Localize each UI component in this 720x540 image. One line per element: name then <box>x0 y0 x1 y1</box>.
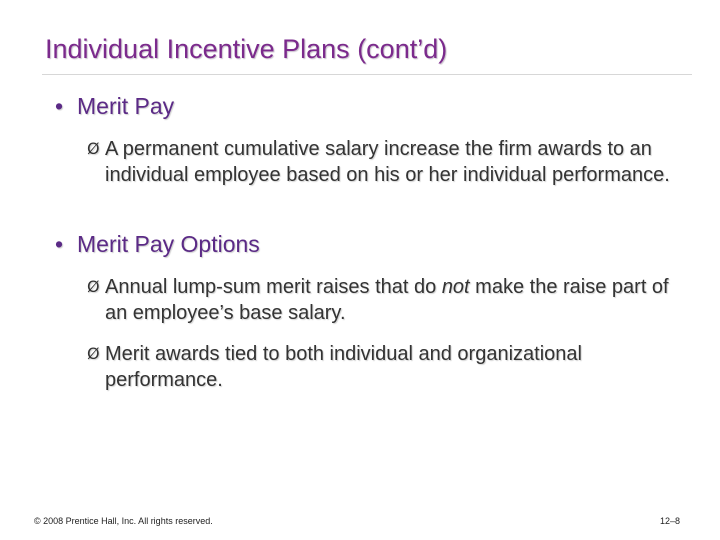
bullet-label: Merit Pay <box>77 93 175 119</box>
subitem-text-part: A permanent cumulative salary increase the firm awards to an individual employee based on his or her individual performance. <box>105 138 670 186</box>
arrow-bullet-icon: Ø <box>87 277 100 296</box>
subitem-text-part: make the raise part of an employee’s base salary. <box>105 276 669 324</box>
bullet-merit-pay-options <box>55 231 260 258</box>
page-number: 12–8 <box>659 516 680 526</box>
subitem-lump-sum-raises <box>87 274 677 326</box>
slide-title: Individual Incentive Plans (cont’d) <box>45 34 448 64</box>
bullet-label: Merit Pay Options <box>77 231 260 257</box>
bullet-merit-pay <box>55 93 174 120</box>
subitem-merit-awards <box>87 341 677 393</box>
subitem-text <box>87 274 677 326</box>
subitem-merit-pay-definition <box>87 136 677 188</box>
title-divider <box>42 74 692 75</box>
subitem-emphasis: not <box>441 276 470 298</box>
bullet-marker: • <box>55 93 64 119</box>
copyright-notice: © 2008 Prentice Hall, Inc. All rights reserved. <box>34 516 213 526</box>
subitem-text-part: Annual lump-sum merit raises that do <box>105 276 442 298</box>
subitem-text <box>87 136 677 188</box>
arrow-bullet-icon: Ø <box>87 344 100 363</box>
subitem-text-part: Merit awards tied to both individual and organizational performance. <box>105 343 582 391</box>
subitem-text <box>87 341 677 393</box>
arrow-bullet-icon: Ø <box>87 139 100 158</box>
bullet-marker: • <box>55 231 64 257</box>
